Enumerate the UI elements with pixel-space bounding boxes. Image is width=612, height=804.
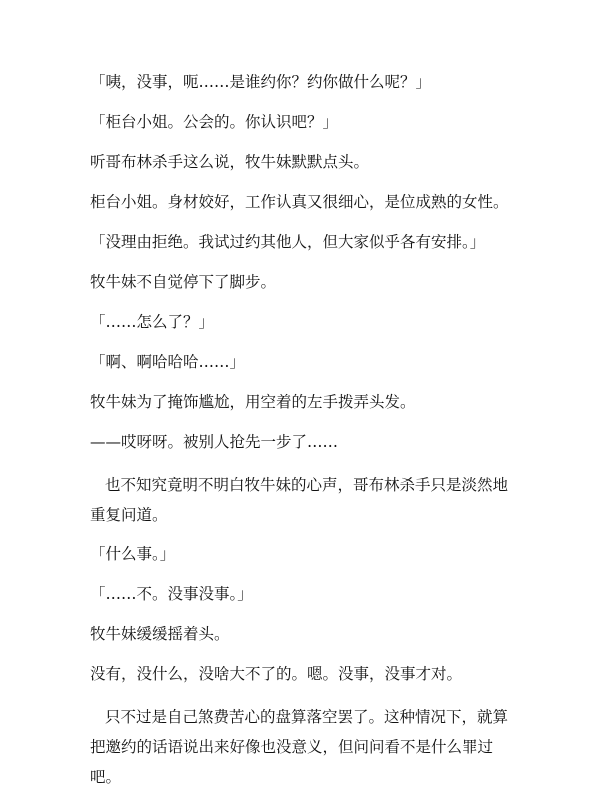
paragraph-narration-3: 牧牛妹不自觉停下了脚步。 xyxy=(90,273,277,291)
paragraph-narration-5: 也不知究竟明不明白牧牛妹的心声，哥布林杀手只是淡然地重复问道。 xyxy=(90,476,509,524)
paragraph-narration-4: 牧牛妹为了掩饰尴尬，用空着的左手拨弄头发。 xyxy=(90,393,416,411)
paragraph-dialogue-1: 「咦，没事，呃……是谁约你？约你做什么呢？」 xyxy=(90,73,432,91)
paragraph-thought-1: ——哎呀呀。被别人抢先一步了…… xyxy=(90,433,339,451)
paragraph-dialogue-3: 「没理由拒绝。我试过约其他人，但大家似乎各有安排。」 xyxy=(90,233,486,251)
paragraph-thought-2: 没有，没什么，没啥大不了的。嗯。没事，没事才对。 xyxy=(90,665,463,683)
paragraph-narration-6: 牧牛妹缓缓摇着头。 xyxy=(90,625,230,643)
paragraph-dialogue-6: 「什么事。」 xyxy=(90,545,176,563)
paragraph-dialogue-5: 「啊、啊哈哈哈……」 xyxy=(90,353,246,371)
paragraph-narration-1: 听哥布林杀手这么说，牧牛妹默默点头。 xyxy=(90,153,370,171)
paragraph-dialogue-7: 「……不。没事没事。」 xyxy=(90,585,253,603)
paragraph-narration-7: 只不过是自己煞费苦心的盘算落空罢了。这种情况下，就算把邀约的话语说出来好像也没意义，但问问看不是什么罪过吧。 xyxy=(90,708,509,786)
paragraph-dialogue-2: 「柜台小姐。公会的。你认识吧？」 xyxy=(90,113,339,131)
text-column xyxy=(90,70,522,804)
paragraph-dialogue-4: 「……怎么了？」 xyxy=(90,313,215,331)
paragraph-narration-2: 柜台小姐。身材姣好，工作认真又很细心，是位成熟的女性。 xyxy=(90,193,509,211)
